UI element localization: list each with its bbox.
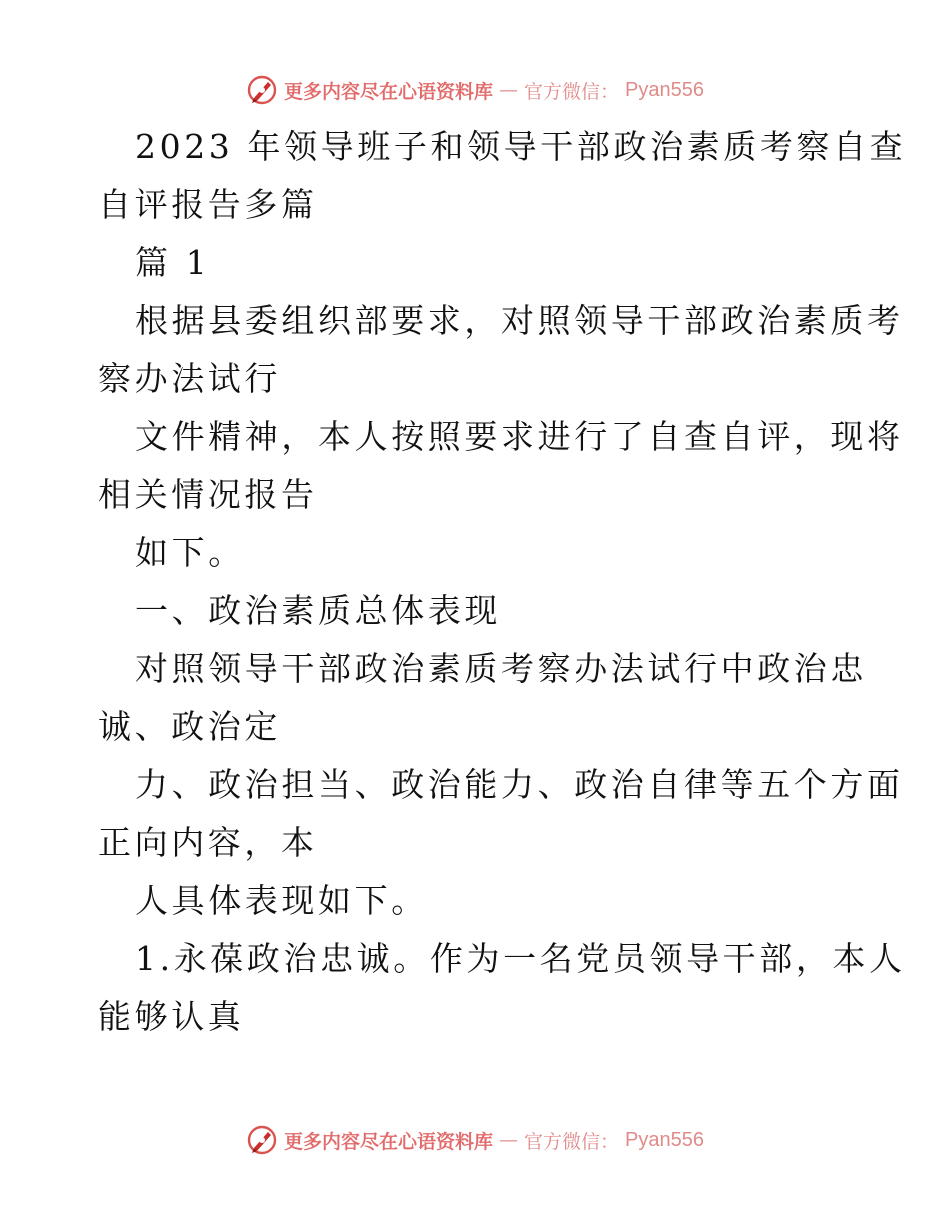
subheading: 一、政治素质总体表现 — [135, 591, 501, 630]
paragraph-line: 文件精神，本人按照要求进行了自查自评，现将 — [135, 417, 904, 456]
pen-logo-icon — [246, 1124, 278, 1156]
paragraph-line: 诚、政治定 — [98, 707, 281, 746]
watermark-wechat-label: 官方微信： — [524, 80, 620, 103]
footer-watermark — [0, 1120, 950, 1160]
paragraph-line: 力、政治担当、政治能力、政治自律等五个方面 — [135, 765, 904, 804]
paragraph-line: 正向内容，本 — [98, 823, 318, 862]
paragraph-line: 对照领导干部政治素质考察办法试行中政治忠 — [135, 649, 867, 688]
title-line-1: 2023 年领导班子和领导干部政治素质考察自查 — [135, 127, 907, 166]
paragraph-line: 察办法试行 — [98, 359, 281, 398]
paragraph-line: 根据县委组织部要求，对照领导干部政治素质考 — [135, 301, 904, 340]
watermark-separator: — — [499, 1129, 519, 1151]
paragraph-line: 如下。 — [135, 533, 245, 572]
watermark-main-text: 更多内容尽在心语资料库 — [284, 80, 494, 103]
paragraph-line: 能够认真 — [98, 997, 245, 1036]
pen-logo-icon — [246, 74, 278, 106]
header-watermark — [0, 70, 950, 110]
watermark-separator: — — [499, 79, 519, 101]
paragraph-line: 相关情况报告 — [98, 475, 318, 514]
document-body — [98, 118, 907, 1046]
paragraph-line: 1.永葆政治忠诚。作为一名党员领导干部，本人 — [135, 939, 906, 978]
paragraph-line: 人具体表现如下。 — [135, 881, 428, 920]
watermark-wechat-id: Pyan556 — [625, 1128, 704, 1151]
watermark-main-text: 更多内容尽在心语资料库 — [284, 1130, 494, 1153]
title-line-2: 自评报告多篇 — [98, 185, 318, 224]
watermark-wechat-label: 官方微信： — [524, 1130, 620, 1153]
section-heading: 篇 1 — [135, 243, 211, 282]
watermark-wechat-id: Pyan556 — [625, 78, 704, 101]
